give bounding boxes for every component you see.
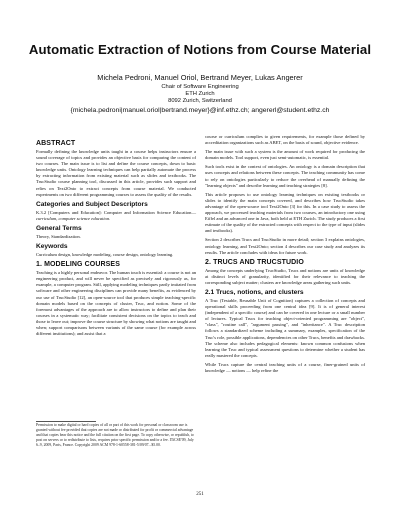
author-emails: {michela.pedroni|manuel.oriol|bertrand.meyer}@inf.ethz.ch; angererl@student.ethz.ch bbox=[70, 107, 330, 114]
section-2-1-heading: 2.1 Trucs, notions, and clusters bbox=[205, 288, 304, 296]
categories-heading: Categories and Subject Descriptors bbox=[36, 200, 148, 208]
section-2-heading: 2. TRUCS AND TRUCSTUDIO bbox=[205, 258, 304, 266]
section-1-text: Teaching is a highly personal endeavor. The human touch is essential: a course is not an engineering product, and will never be specified as precisely and rigorously as, for example, a computer program. Still, applying modeling techniques partly imitated from software and other engineering disciplines can provide many benefits, as evidenced by our use of TrucStudio [12], an open-source tool that produces simple teaching-specific domain models based on the concepts of cluster, Truc, and notion. Some of the foremost advantages of the approach are to allow instructors to define and plan their courses in a systematic way; facilitate consistent decisions on the topics to teach and those to leave out; improve the course structure by showing what notions are taught and when; support comparisons between variants of the same course (for example across different institutions); and assist that a bbox=[36, 270, 196, 337]
general-terms-text: Theory, Standardization. bbox=[36, 233, 81, 239]
categories-text-plain: K.3.2 [Computers and Education]: Computer and Information Science Education— bbox=[36, 209, 196, 215]
abstract-heading: ABSTRACT bbox=[36, 140, 76, 147]
copyright-footnote: Permission to make digital or hard copies of all or part of this work for personal or classroom use is granted without fee provided that copies are not made or distributed for profit or commercial advantage and that copies bear this notice and the full citation on the first page. To copy otherwise, or republish, to post on servers or to redistribute to lists, requires prior specific permission and/or a fee. ITiCSE'09, July 6–9, 2009, Paris, France. Copyright 2009 ACM 978-1-60558-381-5/09/07...$5.00. bbox=[36, 423, 194, 447]
footnote-divider bbox=[36, 421, 96, 422]
affiliation-line: 8092 Zurich, Switzerland bbox=[168, 98, 232, 104]
paragraph: This article proposes to use ontology learning techniques on existing textbooks or slides to identify the main concepts covered, and describes how TrucStudio takes advantage of the open-source tool Text2Onto [3] for this. In a case study to assess the approach, we processed teaching materials from two courses, an introductory one using Eiffel and an advanced one in Java, both held at ETH Zurich. The study produces a first estimate of the quality of the extracted concepts with respect to the type of input (slides and textbooks). bbox=[205, 191, 365, 234]
author-list: Michela Pedroni, Manuel Oriol, Bertrand Meyer, Lukas Angerer bbox=[97, 73, 303, 82]
affiliation-line: Chair of Software Engineering bbox=[161, 84, 239, 90]
section-2-1-text-continued: While Trucs capture the central teaching units of a course, finer-grained units of knowledge — notions — help refine the bbox=[205, 361, 365, 373]
keywords-text: Curriculum design, knowledge modeling, course design, ontology learning. bbox=[36, 252, 174, 258]
categories-text bbox=[36, 210, 196, 222]
right-column bbox=[205, 134, 365, 377]
paragraph: Section 2 describes Trucs and TrucStudio in more detail; section 3 explains ontologies, ontology learning, and Text2Onto; section 4 describes our case study and analyzes its results. The article concludes with ideas for future work. bbox=[205, 237, 365, 255]
paragraph: Such tools exist in the context of ontologies. An ontology is a domain description that uses concepts and relations between these concepts. The teaching community has come to rely on ontologies particularly to reduce the overhead of manually defining the "learning objects" and describe learning and teaching strategies [8]. bbox=[205, 164, 365, 188]
categories-text-italic: curriculum, computer science education. bbox=[36, 215, 111, 221]
paper-title: Automatic Extraction of Notions from Course Material bbox=[28, 42, 372, 57]
section-1-heading: 1. MODELING COURSES bbox=[36, 261, 120, 269]
keywords-heading: Keywords bbox=[36, 243, 68, 251]
left-column bbox=[36, 140, 196, 340]
affiliation-line: ETH Zurich bbox=[185, 91, 215, 97]
page-number: 251 bbox=[196, 492, 204, 497]
paragraph: course or curriculum complies to given requirements, for example those defined by accreditation organizations such as ABET, on the basis of sound, objective evidence. bbox=[205, 134, 365, 146]
abstract-text: Formally defining the knowledge units taught in a course helps instructors ensure a sound coverage of topics and provides an objective basis for comparing the content of two courses. The main issue is to list and define the course concepts, down to basic knowledge units. Ontology learning techniques can help partially automate the process by extracting information from existing material such as slides and textbooks. The TrucStudio course planning tool, discussed in this article, provides such support and relies on Text2Onto to extract concepts from course material. We conducted experiments on two different programming courses to assess the quality of the results. bbox=[36, 149, 196, 197]
general-terms-heading: General Terms bbox=[36, 224, 82, 232]
paragraph: The main issue with such a system is the amount of work required for producing the domain models. Tool support, even just semi-automatic, is essential. bbox=[205, 149, 365, 161]
section-2-1-text: A Truc (Testable, Reusable Unit of Cognition) captures a collection of concepts and operational skills proceeding from one central idea [9]. It is of general interest (independent of a specific course) and can be covered in one lecture or a small number of lectures. Typical Trucs for teaching object-oriented programming are "object", "class", "routine call", "argument passing", and "inheritance". A Truc description follows a standardized scheme including a summary, examples, specification of the Truc's role, possible applications, dependencies on other Trucs, benefits and drawbacks. The scheme also includes pedagogical elements: known common confusions when learning the Truc and typical assessment questions to determine whether a student has really mastered the concepts. bbox=[205, 297, 365, 358]
section-2-text: Among the concepts underlying TrucStudio, Trucs and notions are units of knowledge at distinct levels of granularity, identified for their relevance to teaching the corresponding subject matter; clusters are knowledge areas gathering such units. bbox=[205, 267, 365, 285]
